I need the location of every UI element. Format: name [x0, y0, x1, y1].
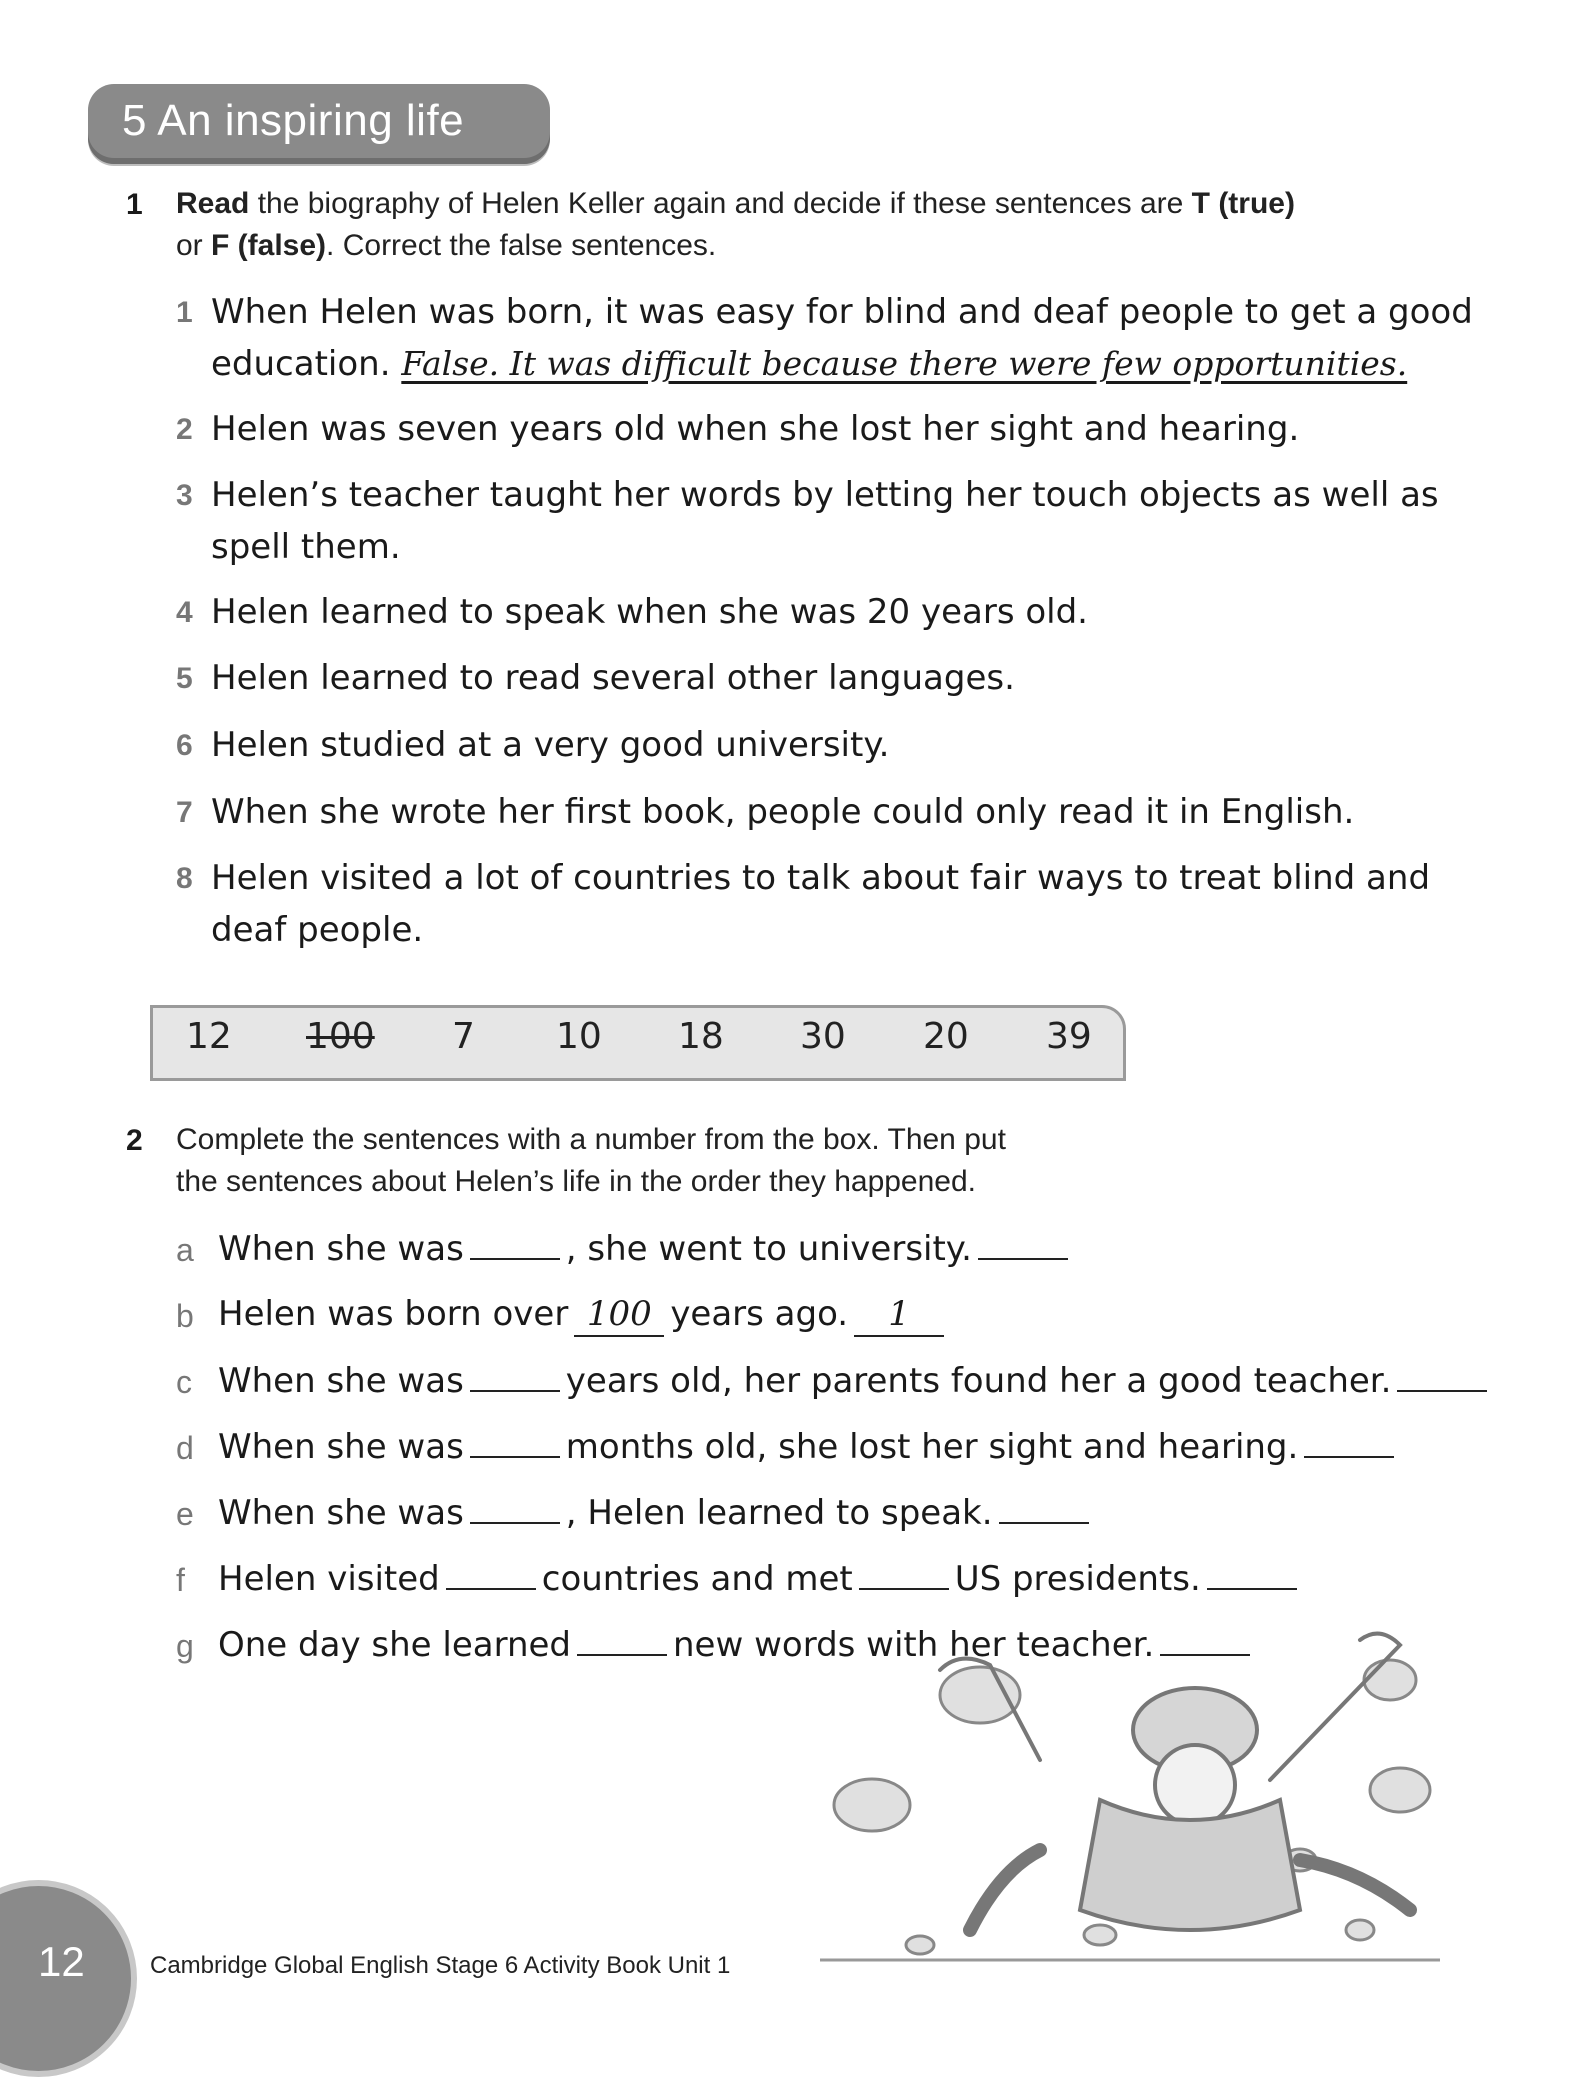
number-blank[interactable] — [470, 1486, 560, 1524]
statement-5: Helen learned to read several other languages. — [211, 658, 1015, 698]
sentence-c: When she was years old, her parents found her a good teacher. — [218, 1354, 1493, 1407]
number-blank[interactable] — [446, 1552, 536, 1590]
item-letter: b — [176, 1298, 194, 1334]
number-blank-filled[interactable]: 100 — [574, 1299, 664, 1337]
sentence-b: Helen was born over 100 years ago. 1 — [218, 1288, 950, 1340]
item-number: 5 — [176, 662, 193, 695]
page-title: 5 An inspiring life — [122, 96, 465, 145]
book-title-footer: Cambridge Global English Stage 6 Activity Book Unit 1 — [150, 1952, 731, 1979]
number-blank[interactable] — [859, 1552, 949, 1590]
statement-6: Helen studied at a very good university. — [211, 725, 890, 765]
box-number: 7 — [452, 1016, 475, 1057]
item-number: 1 — [176, 296, 193, 329]
statement-2: Helen was seven years old when she lost her sight and hearing. — [211, 409, 1300, 449]
item-letter: f — [176, 1562, 185, 1598]
item-letter: d — [176, 1430, 194, 1466]
handwritten-answer: False. It was difficult because there were few opportunities. — [401, 344, 1408, 383]
item-letter: a — [176, 1232, 194, 1268]
number-blank[interactable] — [577, 1618, 667, 1656]
item-number: 3 — [176, 479, 193, 512]
box-number: 39 — [1046, 1016, 1092, 1057]
item-number: 8 — [176, 862, 193, 895]
exercise-2-instructions: Complete the sentences with a number from the box. Then put the sentences about Helen’s life in the order they happened. — [176, 1123, 1006, 1198]
sentence-g: One day she learned new words with her teacher. — [218, 1618, 1256, 1671]
item-letter: g — [176, 1628, 194, 1664]
item-number: 4 — [176, 596, 193, 629]
item-letter: e — [176, 1496, 194, 1532]
item-number: 6 — [176, 729, 193, 762]
sentence-a: When she was , she went to university. — [218, 1222, 1074, 1275]
box-number-crossed: 100 — [306, 1016, 375, 1057]
number-blank[interactable] — [470, 1222, 560, 1260]
number-blank[interactable] — [470, 1354, 560, 1392]
statement-8: Helen visited a lot of countries to talk about fair ways to treat blind and deaf people. — [211, 858, 1431, 950]
order-blank[interactable] — [1207, 1552, 1297, 1590]
box-number: 20 — [923, 1016, 969, 1057]
order-blank-filled[interactable]: 1 — [854, 1299, 944, 1337]
exercise-2-number: 2 — [126, 1124, 143, 1157]
item-number: 2 — [176, 413, 193, 446]
order-blank[interactable] — [999, 1486, 1089, 1524]
sentence-f: Helen visited countries and met US presidents. — [218, 1552, 1303, 1605]
box-number: 12 — [186, 1016, 232, 1057]
statement-4: Helen learned to speak when she was 20 years old. — [211, 592, 1088, 632]
order-blank[interactable] — [1397, 1354, 1487, 1392]
number-blank[interactable] — [470, 1420, 560, 1458]
box-number: 30 — [800, 1016, 846, 1057]
statement-3: Helen’s teacher taught her words by letting her touch objects as well as spell them. — [211, 475, 1439, 567]
sentence-e: When she was , Helen learned to speak. — [218, 1486, 1095, 1539]
exercise-1-number: 1 — [126, 188, 143, 221]
number-box — [150, 1005, 1126, 1081]
box-number: 10 — [556, 1016, 602, 1057]
statement-7: When she wrote her first book, people could only read it in English. — [211, 792, 1355, 832]
sentence-d: When she was months old, she lost her sight and hearing. — [218, 1420, 1400, 1473]
item-number: 7 — [176, 796, 193, 829]
exercise-1-instructions: Read the biography of Helen Keller again and decide if these sentences are T (true) or F (false). Correct the false sentences. — [176, 187, 1295, 262]
box-number: 18 — [678, 1016, 724, 1057]
item-letter: c — [176, 1364, 192, 1400]
rock-climber-illustration — [800, 1610, 1460, 1970]
page-number: 12 — [38, 1938, 85, 1985]
order-blank[interactable] — [1304, 1420, 1394, 1458]
order-blank[interactable] — [978, 1222, 1068, 1260]
statement-1: When Helen was born, it was easy for blind and deaf people to get a good education. False. It was difficult because there were few opportunities. — [211, 292, 1473, 384]
